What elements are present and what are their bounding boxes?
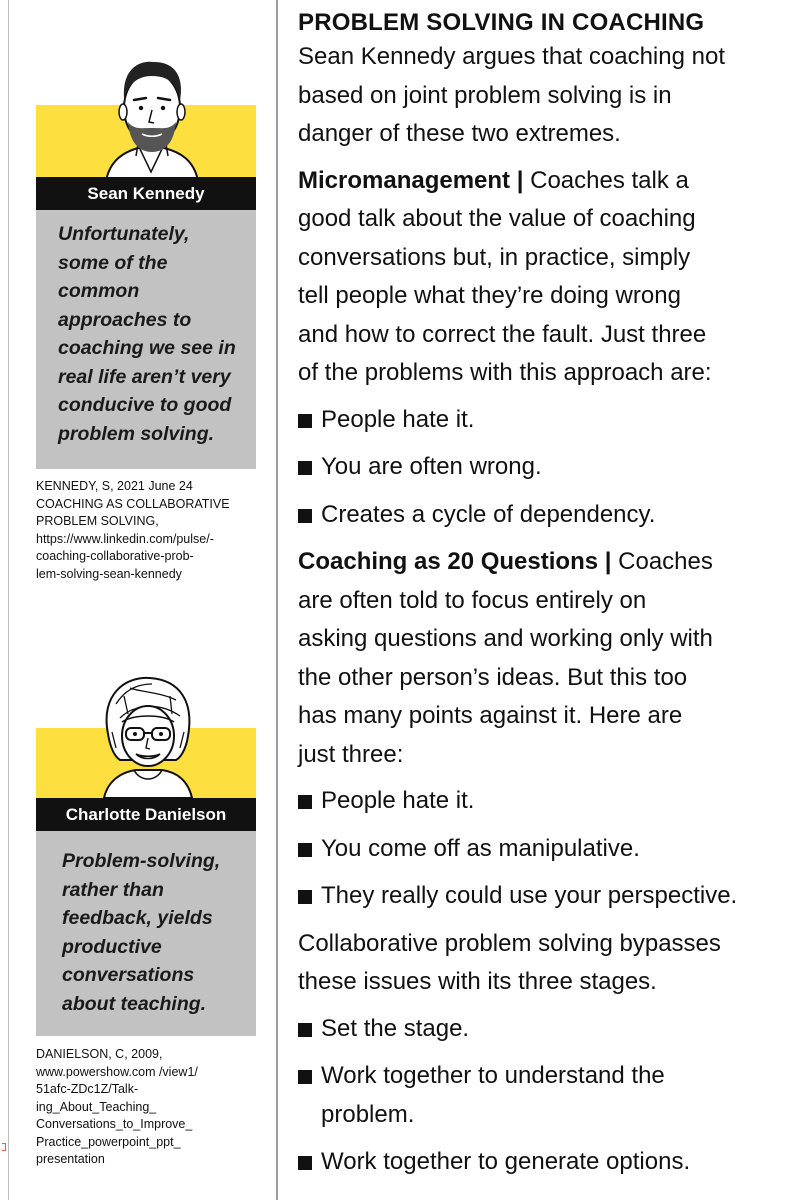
pull-quote bbox=[36, 831, 256, 1036]
bullet-square-icon bbox=[298, 890, 312, 904]
text-span: Coaches talk a bbox=[523, 166, 689, 194]
portrait-sean-kennedy-icon bbox=[96, 56, 206, 181]
citation-link[interactable]: coaching-collaborative-prob- bbox=[36, 549, 194, 563]
list-item-text bbox=[321, 1057, 798, 1134]
article-body bbox=[298, 8, 798, 1191]
list-item bbox=[298, 782, 798, 821]
list-item-text: People hate it. bbox=[321, 787, 475, 814]
text-line: just three: bbox=[298, 740, 404, 768]
list-item-text: They really could use your perspective. bbox=[321, 882, 738, 909]
list-item-text bbox=[321, 1143, 798, 1182]
text-line bbox=[298, 543, 798, 582]
bullet-square-icon bbox=[298, 414, 312, 428]
citation-kennedy bbox=[36, 478, 266, 583]
text-line: Set the stage. bbox=[321, 1014, 470, 1042]
quote-line: conducive to good bbox=[58, 394, 232, 416]
text-line: Work together to generate options. bbox=[321, 1148, 691, 1175]
citation-link[interactable]: 51afc-ZDc1Z/Talk- bbox=[36, 1082, 139, 1096]
list-item bbox=[298, 1143, 798, 1182]
list-item bbox=[298, 401, 798, 440]
text-line: and how to correct the fault. Just three bbox=[298, 320, 707, 348]
quote-line: common bbox=[58, 280, 140, 302]
citation-link[interactable]: Conversations_to_Improve_ bbox=[36, 1117, 193, 1131]
bullet-square-icon bbox=[298, 843, 312, 857]
text-line: the other person’s ideas. But this too bbox=[298, 663, 688, 691]
quote-line: some of the bbox=[58, 251, 168, 274]
text-line: problem. bbox=[321, 1100, 415, 1128]
bullet-square-icon bbox=[298, 461, 312, 475]
list-item bbox=[298, 496, 798, 535]
citation-link[interactable]: lem-solving-sean-kennedy bbox=[36, 566, 182, 581]
bullet-square-icon bbox=[298, 1156, 312, 1170]
quote-line: productive bbox=[62, 935, 162, 958]
text-line: conversations but, in practice, simply bbox=[298, 243, 691, 271]
quote-line: rather than bbox=[62, 878, 164, 901]
text-line: of the problems with this approach are: bbox=[298, 359, 712, 386]
pull-quote bbox=[36, 210, 256, 469]
text-line: these issues with its three stages. bbox=[298, 968, 657, 995]
text-line: are often told to focus entirely on bbox=[298, 586, 647, 614]
text-line: Sean Kennedy argues that coaching not bbox=[298, 43, 725, 70]
bullet-square-icon bbox=[298, 795, 312, 809]
quote-line: real life aren’t very bbox=[58, 365, 231, 388]
portrait-charlotte-danielson-icon bbox=[90, 674, 206, 798]
section-lead: Micromanagement | bbox=[298, 166, 524, 194]
citation-line: KENNEDY, S, 2021 June 24 bbox=[36, 479, 193, 493]
list-item-text bbox=[321, 1010, 798, 1049]
citation-link[interactable]: Practice_powerpoint_ppt_ bbox=[36, 1134, 181, 1149]
quote-line: Unfortunately, bbox=[58, 223, 190, 245]
citation-link[interactable]: https://www.linkedin.com/pulse/- bbox=[36, 531, 214, 546]
text-line: has many points against it. Here are bbox=[298, 702, 683, 729]
citation-danielson bbox=[36, 1046, 266, 1169]
citation-line: PROBLEM SOLVING, bbox=[36, 514, 159, 528]
quote-line: Problem-solving, bbox=[62, 850, 221, 872]
text-line: asking questions and working only with bbox=[298, 625, 713, 652]
twenty-questions-paragraph bbox=[298, 543, 798, 774]
text-span: Coaches bbox=[611, 548, 713, 575]
quote-line: approaches to bbox=[58, 308, 192, 331]
list-item bbox=[298, 877, 798, 916]
citation-link[interactable]: ing_About_Teaching_ bbox=[36, 1099, 157, 1114]
text-line: Work together to understand the bbox=[321, 1062, 665, 1089]
column-divider bbox=[276, 0, 278, 1200]
citation-line: DANIELSON, C, 2009, bbox=[36, 1047, 163, 1061]
list-item bbox=[298, 830, 798, 869]
bullet-square-icon bbox=[298, 509, 312, 523]
citation-link[interactable]: www.powershow.com /view1/ bbox=[36, 1064, 198, 1079]
text-line: danger of these two extremes. bbox=[298, 120, 621, 147]
intro-paragraph bbox=[298, 38, 798, 154]
card-name: Sean Kennedy bbox=[36, 177, 256, 210]
text-line: good talk about the value of coaching bbox=[298, 205, 696, 232]
quote-line: conversations bbox=[62, 964, 195, 986]
list-item-text: You come off as manipulative. bbox=[321, 834, 640, 862]
text-line bbox=[298, 162, 798, 201]
section-lead: Coaching as 20 Questions | bbox=[298, 548, 612, 575]
citation-link[interactable]: presentation bbox=[36, 1152, 105, 1166]
crop-mark bbox=[2, 1143, 6, 1151]
quote-line: about teaching. bbox=[62, 992, 207, 1015]
list-item bbox=[298, 1057, 798, 1134]
list-item bbox=[298, 1010, 798, 1049]
bullet-square-icon bbox=[298, 1023, 312, 1037]
list-item-text: People hate it. bbox=[321, 405, 475, 433]
list-item bbox=[298, 448, 798, 487]
citation-line: COACHING AS COLLABORATIVE bbox=[36, 496, 230, 511]
text-line: Collaborative problem solving bypasses bbox=[298, 929, 721, 957]
quote-line: coaching we see in bbox=[58, 337, 236, 359]
quote-line: feedback, yields bbox=[62, 907, 213, 929]
card-name: Charlotte Danielson bbox=[36, 798, 256, 831]
bullet-square-icon bbox=[298, 1070, 312, 1084]
article-heading: PROBLEM SOLVING IN COACHING bbox=[298, 9, 705, 36]
list-item-text: Creates a cycle of dependency. bbox=[321, 500, 656, 528]
text-line: based on joint problem solving is in bbox=[298, 81, 672, 109]
left-page-rule bbox=[8, 0, 9, 1200]
list-item-text: You are often wrong. bbox=[321, 453, 542, 480]
collaborative-paragraph bbox=[298, 925, 798, 1002]
text-line: tell people what they’re doing wrong bbox=[298, 282, 681, 309]
quote-line: problem solving. bbox=[58, 422, 215, 445]
micromanagement-paragraph bbox=[298, 162, 798, 393]
